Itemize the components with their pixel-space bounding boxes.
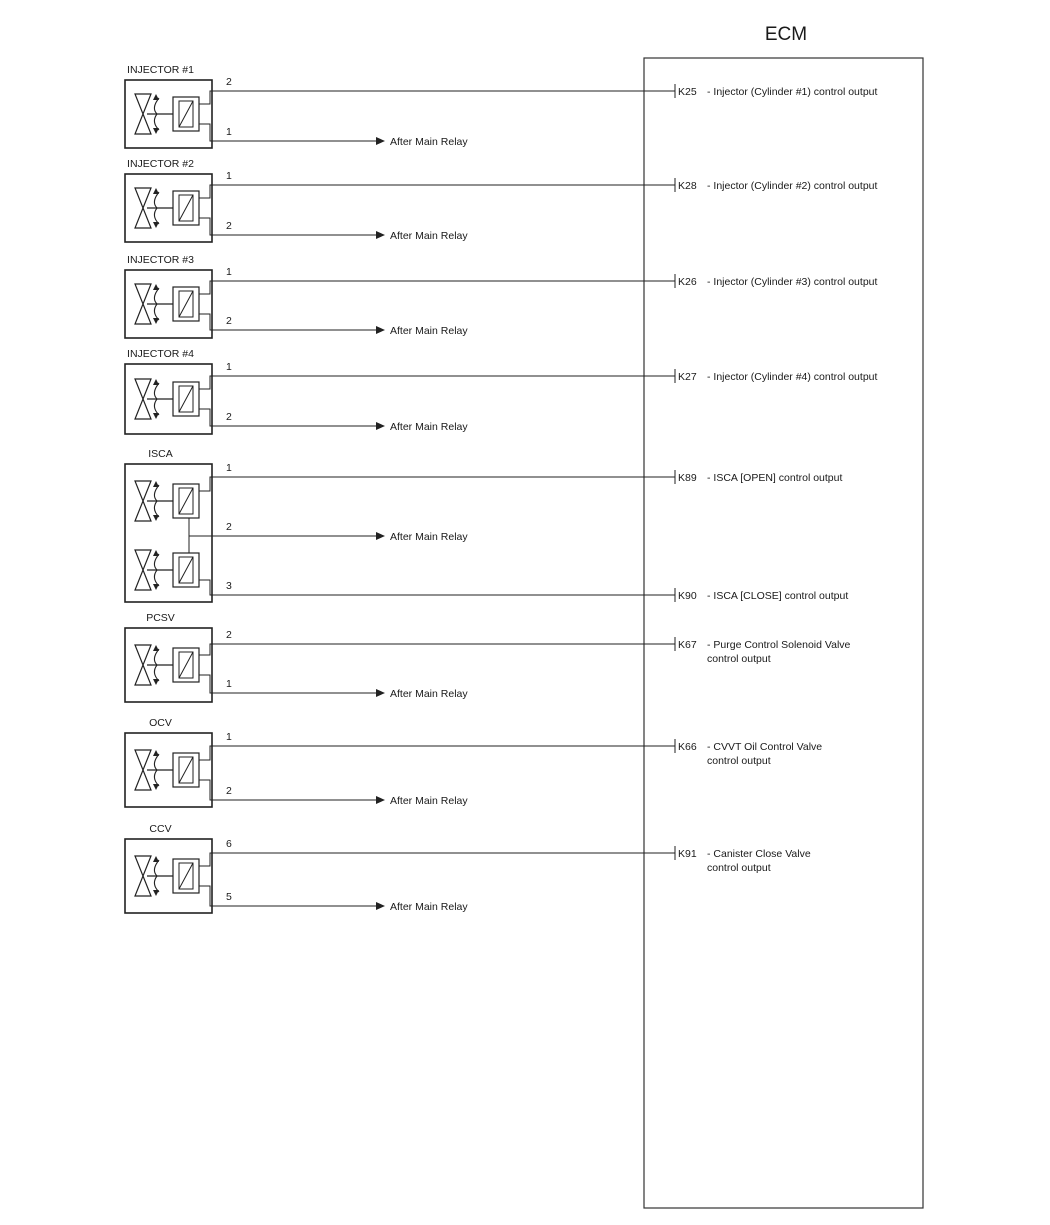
arrow-head-icon — [153, 379, 159, 385]
arrow-right-icon — [376, 532, 385, 540]
ecm-terminal-code: K25 — [678, 86, 697, 98]
spring-arrow-icon — [154, 665, 159, 681]
pin-number: 1 — [226, 462, 232, 474]
solenoid-diagonal — [179, 195, 193, 221]
pin-number: 1 — [226, 170, 232, 182]
relay-label: After Main Relay — [390, 136, 468, 148]
spring-arrow-icon — [154, 754, 159, 770]
arrow-right-icon — [376, 231, 385, 239]
relay-label: After Main Relay — [390, 230, 468, 242]
internal-wire — [199, 644, 212, 655]
internal-wire — [199, 477, 212, 491]
solenoid-diagonal — [179, 757, 193, 783]
pin-number: 2 — [226, 315, 232, 327]
ecm-terminal-code: K67 — [678, 639, 697, 651]
ecm-terminal-code: K90 — [678, 590, 697, 602]
spring-arrow-icon — [154, 770, 159, 786]
ecm-terminal-desc: - Injector (Cylinder #4) control output — [707, 371, 878, 383]
ecm-terminal-desc: - Injector (Cylinder #3) control output — [707, 276, 878, 288]
component-label: INJECTOR #3 — [127, 254, 194, 266]
arrow-head-icon — [153, 856, 159, 862]
spring-arrow-icon — [154, 570, 159, 586]
internal-wire — [199, 675, 212, 693]
internal-wire — [199, 409, 212, 426]
component-label: CCV — [149, 823, 172, 835]
internal-wire — [199, 281, 212, 294]
ecm-terminal-desc: - CVVT Oil Control Valve — [707, 741, 823, 753]
spring-arrow-icon — [154, 383, 159, 399]
internal-wire — [199, 580, 212, 595]
internal-wire — [199, 124, 212, 141]
ecm-terminal-desc: - ISCA [CLOSE] control output — [707, 590, 849, 602]
solenoid-diagonal — [179, 386, 193, 412]
internal-wire — [199, 314, 212, 330]
pin-number: 1 — [226, 126, 232, 138]
pin-number: 2 — [226, 785, 232, 797]
arrow-right-icon — [376, 137, 385, 145]
ecm-terminal-code: K91 — [678, 848, 697, 860]
internal-wire — [199, 185, 212, 198]
arrow-head-icon — [153, 318, 159, 324]
pin-number: 6 — [226, 838, 232, 850]
arrow-head-icon — [153, 413, 159, 419]
arrow-right-icon — [376, 796, 385, 804]
spring-arrow-icon — [154, 288, 159, 304]
arrow-head-icon — [153, 284, 159, 290]
internal-wire — [199, 376, 212, 389]
ecm-terminal-code: K28 — [678, 180, 697, 192]
component-label: INJECTOR #1 — [127, 64, 194, 76]
component-label: INJECTOR #2 — [127, 158, 194, 170]
ecm-title: ECM — [764, 24, 808, 45]
component-injector-3 — [125, 254, 877, 338]
component-isca — [125, 448, 848, 602]
pin-number: 3 — [226, 580, 232, 592]
component-injector-1 — [125, 64, 877, 148]
arrow-right-icon — [376, 326, 385, 334]
ecm-terminal-code: K26 — [678, 276, 697, 288]
solenoid-diagonal — [179, 863, 193, 889]
spring-arrow-icon — [154, 192, 159, 208]
relay-label: After Main Relay — [390, 688, 468, 700]
component-label: OCV — [149, 717, 172, 729]
ecm-terminal-desc: control output — [707, 755, 771, 767]
spring-arrow-icon — [154, 399, 159, 415]
internal-wire — [199, 746, 212, 760]
ecm-box — [644, 58, 923, 1208]
ecm-terminal-desc: - Injector (Cylinder #1) control output — [707, 86, 878, 98]
relay-label: After Main Relay — [390, 325, 468, 337]
arrow-head-icon — [153, 550, 159, 556]
ecm-terminal-desc: - ISCA [OPEN] control output — [707, 472, 843, 484]
component-label: ISCA — [148, 448, 173, 460]
arrow-head-icon — [153, 481, 159, 487]
arrow-right-icon — [376, 689, 385, 697]
internal-wire — [199, 91, 212, 104]
relay-label: After Main Relay — [390, 421, 468, 433]
relay-label: After Main Relay — [390, 901, 468, 913]
ecm-terminal-desc: control output — [707, 862, 771, 874]
component-label: PCSV — [146, 612, 175, 624]
arrow-right-icon — [376, 902, 385, 910]
ecm-terminal-desc: - Canister Close Valve — [707, 848, 811, 860]
component-label: INJECTOR #4 — [127, 348, 194, 360]
solenoid-diagonal — [179, 101, 193, 127]
pin-number: 1 — [226, 678, 232, 690]
ecm-terminal-desc: - Purge Control Solenoid Valve — [707, 639, 851, 651]
pin-number: 5 — [226, 891, 232, 903]
internal-wire — [199, 853, 212, 866]
component-injector-2 — [125, 158, 877, 242]
solenoid-diagonal — [179, 488, 193, 514]
arrow-head-icon — [153, 515, 159, 521]
ecm-terminal-code: K89 — [678, 472, 697, 484]
spring-arrow-icon — [154, 208, 159, 224]
ecm-terminal-code: K27 — [678, 371, 697, 383]
component-ccv — [125, 823, 811, 913]
spring-arrow-icon — [154, 554, 159, 570]
pin-number: 2 — [226, 411, 232, 423]
pin-number: 1 — [226, 731, 232, 743]
solenoid-diagonal — [179, 557, 193, 583]
arrow-right-icon — [376, 422, 385, 430]
arrow-head-icon — [153, 222, 159, 228]
spring-arrow-icon — [154, 501, 159, 517]
ecm-terminal-code: K66 — [678, 741, 697, 753]
pin-number: 2 — [226, 76, 232, 88]
spring-arrow-icon — [154, 98, 159, 114]
arrow-head-icon — [153, 94, 159, 100]
ecm-terminal-desc: control output — [707, 653, 771, 665]
arrow-head-icon — [153, 128, 159, 134]
pin-number: 2 — [226, 220, 232, 232]
ecm-terminal-desc: - Injector (Cylinder #2) control output — [707, 180, 878, 192]
arrow-head-icon — [153, 784, 159, 790]
internal-wire — [199, 218, 212, 235]
internal-wire — [199, 886, 212, 906]
arrow-head-icon — [153, 750, 159, 756]
spring-arrow-icon — [154, 649, 159, 665]
pin-number: 1 — [226, 361, 232, 373]
arrow-head-icon — [153, 188, 159, 194]
arrow-head-icon — [153, 584, 159, 590]
arrow-head-icon — [153, 679, 159, 685]
spring-arrow-icon — [154, 876, 159, 892]
pin-number: 1 — [226, 266, 232, 278]
spring-arrow-icon — [154, 860, 159, 876]
component-injector-4 — [125, 348, 877, 434]
arrow-head-icon — [153, 645, 159, 651]
pin-number: 2 — [226, 521, 232, 533]
internal-wire — [199, 780, 212, 800]
pin-number: 2 — [226, 629, 232, 641]
arrow-head-icon — [153, 890, 159, 896]
solenoid-diagonal — [179, 291, 193, 317]
relay-label: After Main Relay — [390, 531, 468, 543]
spring-arrow-icon — [154, 304, 159, 320]
spring-arrow-icon — [154, 114, 159, 130]
spring-arrow-icon — [154, 485, 159, 501]
solenoid-diagonal — [179, 652, 193, 678]
component-pcsv — [125, 612, 851, 702]
component-ocv — [125, 717, 822, 807]
relay-label: After Main Relay — [390, 795, 468, 807]
